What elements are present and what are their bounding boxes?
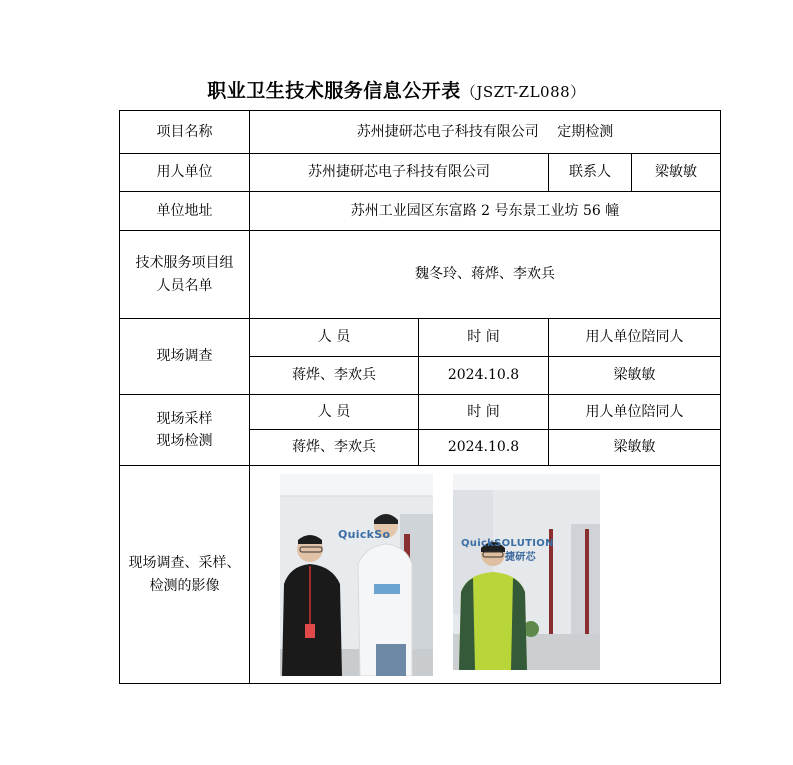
survey-person: 蒋烨、李欢兵 bbox=[250, 357, 419, 395]
survey-header-time: 时 间 bbox=[419, 319, 549, 357]
row-project-name bbox=[120, 111, 721, 154]
sampling-date: 2024.10.8 bbox=[419, 430, 549, 466]
photo1-wall-logo: QuickSo bbox=[338, 528, 391, 541]
site-photo-1 bbox=[280, 474, 433, 676]
row-images bbox=[120, 466, 721, 684]
sampling-escort: 梁敏敏 bbox=[549, 430, 721, 466]
row-sampling-header bbox=[120, 395, 721, 430]
team-label-line2: 人员名单 bbox=[156, 277, 213, 294]
team-label-line1: 技术服务项目组 bbox=[135, 255, 234, 272]
images-cell bbox=[250, 466, 721, 684]
employer-value: 苏州捷研芯电子科技有限公司 bbox=[250, 154, 549, 192]
survey-label: 现场调查 bbox=[120, 319, 250, 395]
site-photo-1-illustration bbox=[280, 474, 433, 676]
row-team bbox=[120, 231, 721, 319]
images-label-line1: 现场调查、采样、 bbox=[128, 555, 241, 572]
info-table bbox=[119, 110, 721, 684]
team-value: 魏冬玲、蒋烨、李欢兵 bbox=[250, 231, 721, 319]
sampling-header-escort: 用人单位陪同人 bbox=[549, 395, 721, 430]
images-label-line2: 检测的影像 bbox=[149, 577, 220, 594]
sampling-label bbox=[120, 395, 250, 466]
sampling-person: 蒋烨、李欢兵 bbox=[250, 430, 419, 466]
row-address bbox=[120, 192, 721, 231]
photo-gallery bbox=[250, 466, 720, 674]
site-photo-2-illustration bbox=[453, 474, 600, 670]
sampling-header-person: 人 员 bbox=[250, 395, 419, 430]
row-survey-header bbox=[120, 319, 721, 357]
address-value: 苏州工业园区东富路 2 号东景工业坊 56 幢 bbox=[250, 192, 721, 231]
title-main: 职业卫生技术服务信息公开表 bbox=[207, 80, 461, 102]
survey-escort: 梁敏敏 bbox=[549, 357, 721, 395]
sampling-header-time: 时 间 bbox=[419, 395, 549, 430]
project-name-value: 苏州捷研芯电子科技有限公司 定期检测 bbox=[250, 111, 721, 154]
sampling-label-line1: 现场采样 bbox=[156, 410, 213, 427]
site-photo-2 bbox=[453, 474, 600, 670]
sampling-label-line2: 现场检测 bbox=[156, 433, 213, 449]
contact-label: 联系人 bbox=[549, 154, 632, 192]
photo2-wall-logo-cn: 捷研芯 bbox=[505, 552, 536, 563]
images-label bbox=[120, 466, 250, 684]
team-label bbox=[120, 231, 250, 319]
title-code: （JSZT-ZL088） bbox=[460, 83, 586, 101]
row-employer bbox=[120, 154, 721, 192]
page-title bbox=[0, 76, 793, 103]
survey-date: 2024.10.8 bbox=[419, 357, 549, 395]
survey-header-person: 人 员 bbox=[250, 319, 419, 357]
survey-header-escort: 用人单位陪同人 bbox=[549, 319, 721, 357]
project-name-label: 项目名称 bbox=[120, 111, 250, 154]
photo2-wall-logo: QuickSOLUTION bbox=[461, 538, 554, 549]
employer-label: 用人单位 bbox=[120, 154, 250, 192]
contact-value: 梁敏敏 bbox=[632, 154, 721, 192]
address-label: 单位地址 bbox=[120, 192, 250, 231]
